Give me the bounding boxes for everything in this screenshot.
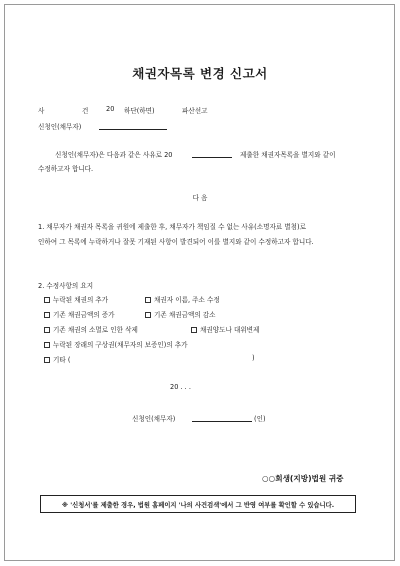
section1-line-2: 인하여 그 목록에 누락하거나 잘못 기재된 사항이 발견되어 이를 별지와 같이 수정하고자 합니다.: [38, 238, 314, 246]
checkbox-icon[interactable]: [191, 327, 197, 333]
section1-line-1: 1. 채무자가 채권자 목록을 귀원에 제출한 후, 채무자가 책임질 수 없는 사유(소명자료 별첨)로: [38, 223, 306, 231]
checkbox-icon[interactable]: [44, 297, 50, 303]
option-4[interactable]: 기존 채권금액의 감소: [145, 309, 216, 319]
case-label-1: 사: [38, 107, 45, 115]
option-8-close: ): [252, 354, 255, 362]
intro-date-line: [192, 149, 232, 158]
intro-line-1a: 신청인(채무자)은 다음과 같은 사유로 20: [55, 151, 173, 159]
option-8[interactable]: 기타 (: [44, 354, 70, 364]
signature-seal: (인): [254, 415, 266, 423]
option-6[interactable]: 채권양도나 대위변제: [191, 324, 259, 334]
case-type: 하단(하면): [124, 107, 155, 115]
signature-label: 신청인(채무자): [132, 415, 176, 423]
checkbox-icon[interactable]: [44, 312, 50, 318]
option-3[interactable]: 기존 채권금액의 증가: [44, 309, 115, 319]
checkbox-icon[interactable]: [145, 297, 151, 303]
checkbox-icon[interactable]: [44, 342, 50, 348]
section2-heading: 2. 수정사항의 요지: [38, 282, 94, 290]
case-year: 20: [106, 105, 115, 113]
court-name: ○○회생(지방)법원 귀중: [262, 474, 344, 483]
option-1[interactable]: 누락된 채권의 추가: [44, 294, 108, 304]
applicant-name-line: [99, 121, 167, 130]
option-5[interactable]: 기존 채권의 소멸로 인한 삭제: [44, 324, 138, 334]
checkbox-icon[interactable]: [145, 312, 151, 318]
heading-next: 다 음: [192, 194, 208, 202]
date-line: 20 . . .: [170, 383, 191, 391]
signature-line: [192, 413, 252, 422]
option-2[interactable]: 채권자 이름, 주소 수정: [145, 294, 220, 304]
intro-line-1b: 제출한 채권자목록을 별지와 같이: [240, 151, 336, 159]
notice-text: ※ '신청서'를 제출한 경우, 법원 홈페이지 '나의 사건검색'에서 그 반영 여부를 확인할 수 있습니다.: [61, 501, 335, 509]
case-label-2: 건: [82, 107, 89, 115]
option-7[interactable]: 누락된 장래의 구상권(채무자의 보증인)의 추가: [44, 339, 188, 349]
applicant-label: 신청인(채무자): [38, 123, 82, 131]
intro-line-2: 수정하고자 합니다.: [38, 165, 94, 173]
checkbox-icon[interactable]: [44, 327, 50, 333]
document-title: 채권자목록 변경 신고서: [132, 66, 268, 81]
checkbox-icon[interactable]: [44, 357, 50, 363]
notice-box: [40, 495, 356, 513]
case-suffix: 파산선고: [182, 107, 208, 115]
